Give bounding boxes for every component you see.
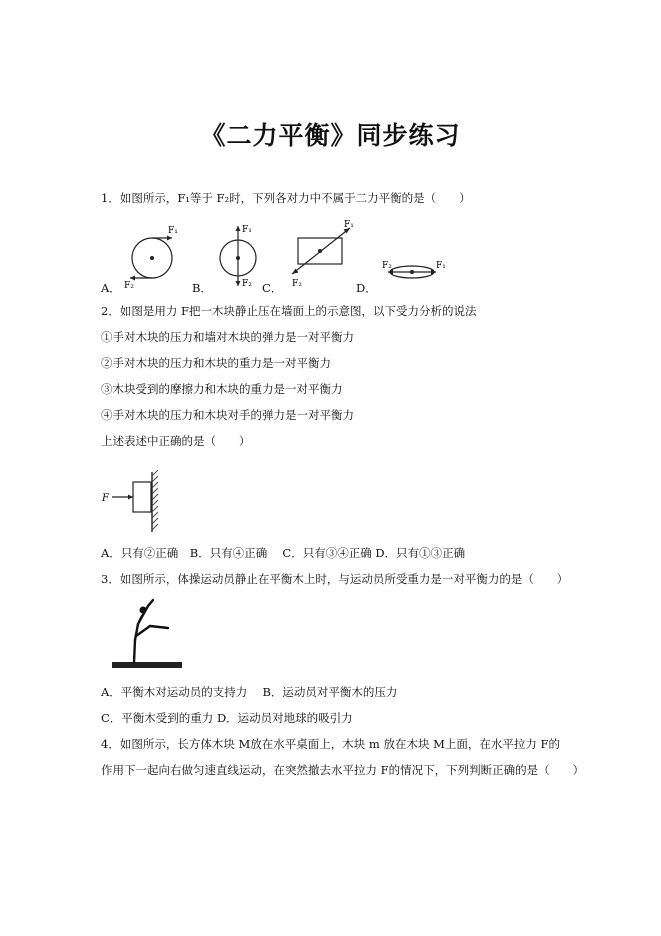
q1d-f1-label: F₁ [436,261,446,271]
q3-answer-line-1[interactable]: A．平衡木对运动员的支持力 B．运动员对平衡木的压力 [101,685,398,699]
q1d-f2-label: F₂ [382,261,392,271]
q1-option-c[interactable]: C． [262,281,283,295]
q1-option-b[interactable]: B． [192,281,212,295]
q2-statement-4: ④手对木块的压力和木块对手的弹力是一对平衡力 [101,408,354,422]
q1-option-d[interactable]: D． [356,281,377,295]
q2-force-label: F [102,493,109,504]
q1b-f2-label: F₂ [242,279,252,289]
q1-figure-b [210,220,270,292]
q1-stem: 1．如图所示，F₁等于 F₂时，下列各对力中不属于二力平衡的是（ ） [101,191,471,205]
q3-answer-line-2[interactable]: C．平衡木受到的重力 D．运动员对地球的吸引力 [101,711,353,725]
q2-statement-1: ①手对木块的压力和墙对木块的弹力是一对平衡力 [101,330,354,344]
q1a-f1-label: F₁ [168,226,178,236]
q2-prompt: 上述表述中正确的是（ ） [101,434,251,448]
q2-stem: 2．如图是用力 F把一木块静止压在墙面上的示意图，以下受力分析的说法 [101,304,477,318]
q1-figure-c [284,218,360,290]
q1b-f1-label: F₁ [242,225,252,235]
q1c-f1-label: F₁ [344,220,354,230]
q1a-f2-label: F₂ [124,281,134,290]
q4-stem-line-2: 作用下一起向右做匀速直线运动，在突然撤去水平拉力 F的情况下，下列判断正确的是（ ） [101,763,585,777]
q1-figure-a [118,222,178,290]
page-title: 《二力平衡》同步练习 [200,121,461,150]
q1-figure-d [380,256,450,286]
q4-stem-line-1: 4．如图所示，长方体木块 M放在水平桌面上，木块 m 放在木块 M上面，在水平拉力 F的 [101,737,561,751]
q2-statement-3: ③木块受到的摩擦力和木块的重力是一对平衡力 [101,382,343,396]
q2-answer-options[interactable]: A．只有②正确 B．只有④正确 C．只有③④正确 D．只有①③正确 [101,546,466,560]
q1-option-a[interactable]: A． [101,281,121,295]
q3-figure [108,598,188,674]
q1c-f2-label: F₂ [292,279,302,289]
q2-figure [100,470,170,535]
q3-stem: 3．如图所示，体操运动员静止在平衡木上时，与运动员所受重力是一对平衡力的是（ ） [101,572,569,586]
q2-statement-2: ②手对木块的压力和木块的重力是一对平衡力 [101,356,331,370]
